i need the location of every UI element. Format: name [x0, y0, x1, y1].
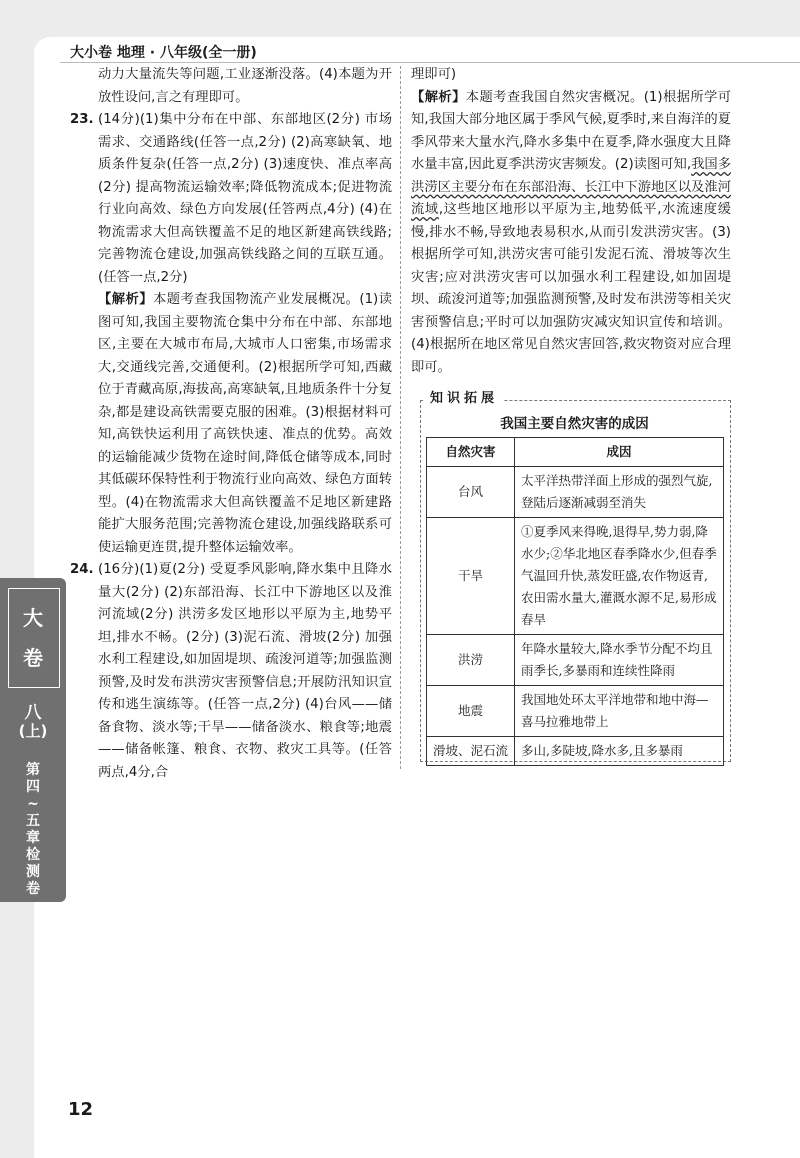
q23-analysis-text: 本题考查我国物流产业发展概况。(1)读图可知,我国主要物流仓集中分布在中部、东部地区,主要在大城市布局,大城市人口密集,市场需求大,交通线完善,交通便利。(2)根据所学可知,西藏位于青藏高原,海拔高,高寒缺氧,且地质条件十分复杂,都是建设高铁需要克服的困难。(3)根据材料可知,高铁快运利用了高铁快速、准点的优势。高效的运输能减少货物在途时间,降低仓储等成本,同时其低碳环保特性利于物流行业向高效、绿色方面转型。(4)在物流需求大但高铁覆盖不足地区新建路能扩大服务范围;完善物流仓建设,加强线路联系可使运输更连贯,提升整体运输效率。	[98, 292, 392, 555]
table-cell-cause: ①夏季风来得晚,退得早,势力弱,降水少;②华北地区春季降水少,但春季气温回升快,蒸发旺盛,农作物返青,农田需水量大,灌溉水源不足,易形成春旱	[515, 518, 724, 635]
side-tab-grade-sub: (上)	[18, 722, 48, 740]
table-cell-disaster: 台风	[427, 467, 515, 518]
q24-analysis	[411, 87, 731, 380]
q24-answer: (16分)(1)夏(2分) 受夏季风影响,降水集中且降水量大(2分) (2)东部沿海、长江中下游地区以及淮河流域(2分) 洪涝多发区地形以平原为主,地势平坦,排水不畅。(2分) (3)泥石流、滑坡(2分) 加强水利工程建设,如加固堤坝、疏浚河道等;加强监测预警,及时发布洪涝灾害预警信息;开展防汛知识宣传和逃生演练等。(任答一点,2分) (4)台风——储备食物、淡水等;干旱——储备淡水、粮食等;地震——储备帐篷、粮食、衣物、救灾工具等。(任答两点,4分,合	[98, 562, 392, 780]
table-header-disaster: 自然灾害	[427, 438, 515, 467]
question-24	[70, 559, 392, 784]
running-header: 大小卷 地理 · 八年级(全一册)	[70, 45, 257, 61]
table-cell-disaster: 干旱	[427, 518, 515, 635]
wavy-underlined-text: 我国多洪涝区主要分布在东部沿海、长江中下游地区以及淮河流域	[411, 157, 732, 217]
q24-continuation: 理即可)	[411, 67, 457, 82]
left-column	[70, 64, 392, 784]
analysis-tag: 【解析】	[98, 292, 154, 307]
question-23	[70, 109, 392, 289]
table-cell-cause: 太平洋热带洋面上形成的强烈气旋,登陆后逐渐减弱至消失	[515, 467, 724, 518]
table-header-row	[427, 438, 724, 467]
knowledge-box-label: 知识拓展	[424, 387, 504, 406]
q22-continuation: 动力大量流失等问题,工业逐渐没落。(4)本题为开放性设问,言之有理即可。	[98, 67, 392, 105]
table-row	[427, 518, 724, 635]
q24-analysis-text-a: 本题考查我国自然灾害概况。(1)根据所学可知,我国大部分地区属于季风气候,夏季时,来自海洋的夏季风带来大量水汽,降水多集中在夏季,降水强度大且降水量丰富,因此夏季洪涝灾害频发。(2)读图可知,	[411, 89, 732, 172]
header-rule	[60, 62, 800, 63]
table-cell-disaster: 洪涝	[427, 635, 515, 686]
q23-answer: (14分)(1)集中分布在中部、东部地区(2分) 市场需求、交通路线(任答一点,2分) (2)高寒缺氧、地质条件复杂(任答一点,2分) (3)速度快、准点率高(2分) 提高物流运输效率;降低物流成本;促进物流行业向高效、绿色方向发展(任答两点,4分) (4)在物流需求大但高铁覆盖不足的地区新建高铁线路;完善物流仓建设,加强高铁线路之间的互联互通。(任答一点,2分)	[98, 112, 392, 285]
column-divider	[400, 66, 401, 769]
page-number: 12	[68, 1099, 94, 1120]
side-tab-grade: 八	[24, 703, 42, 723]
knowledge-table-title: 我国主要自然灾害的成因	[500, 416, 649, 432]
table-cell-disaster: 滑坡、泥石流	[427, 737, 515, 766]
question-number: 24.	[70, 562, 94, 577]
q24-analysis-text-b: ,这些地区地形以平原为主,地势低平,水流速度缓慢,排水不畅,导致地表易积水,从而引发洪涝灾害。(3)根据所学可知,洪涝灾害可能引发泥石流、滑坡等次生灾害;应对洪涝灾害可以加强水利工程建设,如加固堤坝、疏浚河道等;加强监测预警,及时发布洪涝等相关灾害预警信息;平时可以加强防灾减灾知识宣传和培训。(4)根据所在地区常见自然灾害回答,救灾物资对应合理即可。	[411, 202, 731, 375]
table-header-cause: 成因	[515, 438, 724, 467]
question-number: 23.	[70, 112, 94, 127]
table-cell-cause: 我国地处环太平洋地带和地中海—喜马拉雅地带上	[515, 686, 724, 737]
table-cell-cause: 多山,多陡坡,降水多,且多暴雨	[515, 737, 724, 766]
disaster-causes-table	[426, 437, 724, 766]
analysis-tag: 【解析】	[411, 89, 466, 105]
side-tab-char-1: 大	[23, 606, 43, 630]
table-cell-disaster: 地震	[427, 686, 515, 737]
side-tab-chapter: 第四~五章检测卷	[26, 762, 40, 897]
table-cell-cause: 年降水量较大,降水季节分配不均且雨季长,多暴雨和连续性降雨	[515, 635, 724, 686]
right-column	[411, 64, 731, 379]
side-tab-char-2: 卷	[23, 646, 43, 670]
q23-analysis	[70, 289, 392, 559]
table-row	[427, 686, 724, 737]
table-row	[427, 635, 724, 686]
table-row	[427, 737, 724, 766]
table-row	[427, 467, 724, 518]
